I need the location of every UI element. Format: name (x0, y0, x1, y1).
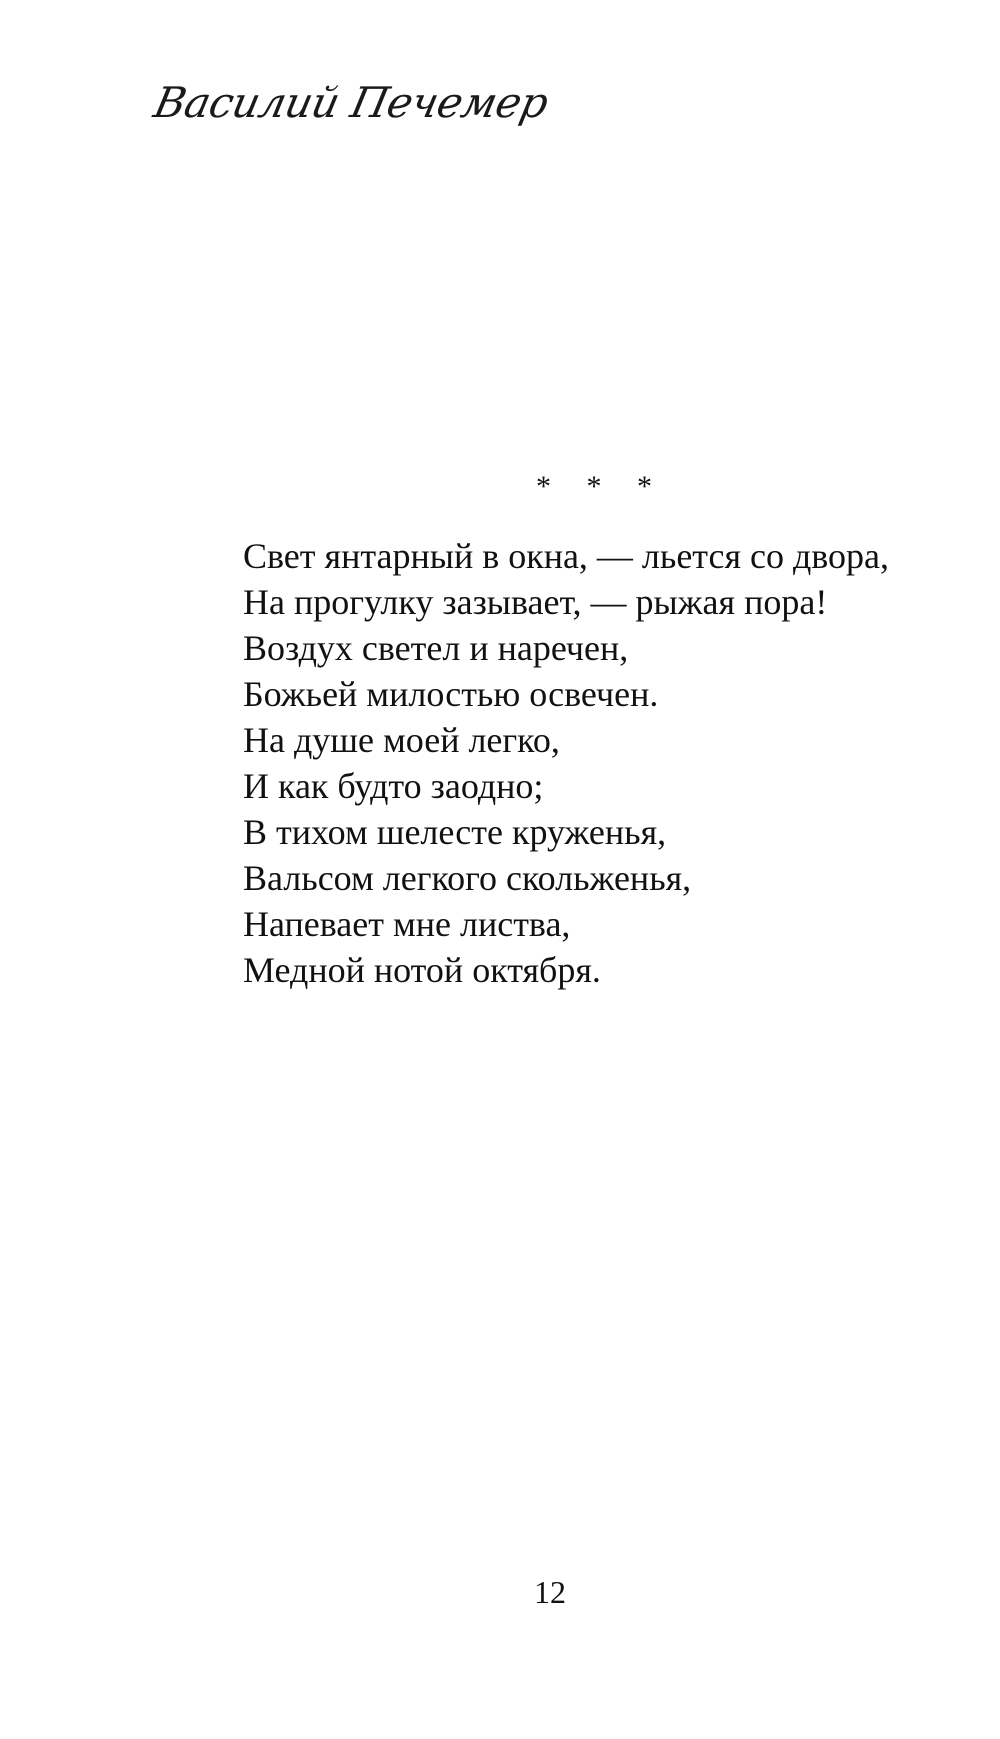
poem-line: Медной нотой октября. (243, 950, 601, 990)
poem-line: На душе моей легко, (243, 720, 560, 760)
poem-stanza (243, 533, 889, 993)
poem-line: На прогулку зазывает, — рыжая пора! (243, 582, 828, 622)
poem-line: Свет янтарный в окна, — льется со двора, (243, 536, 890, 576)
poem-line: В тихом шелесте круженья, (243, 812, 667, 852)
poem-line: Божьей милостью освечен. (243, 674, 659, 714)
poem-line: Напевает мне листва, (243, 904, 571, 944)
running-head-author: Василий Печемер (149, 78, 553, 127)
poem-line: Вальсом легкого скольженья, (243, 858, 692, 898)
page-number: 12 (534, 1574, 566, 1610)
section-separator: * * * (536, 470, 666, 503)
poem-line: И как будто заодно; (243, 766, 544, 806)
poem-line: Воздух светел и наречен, (243, 628, 629, 668)
